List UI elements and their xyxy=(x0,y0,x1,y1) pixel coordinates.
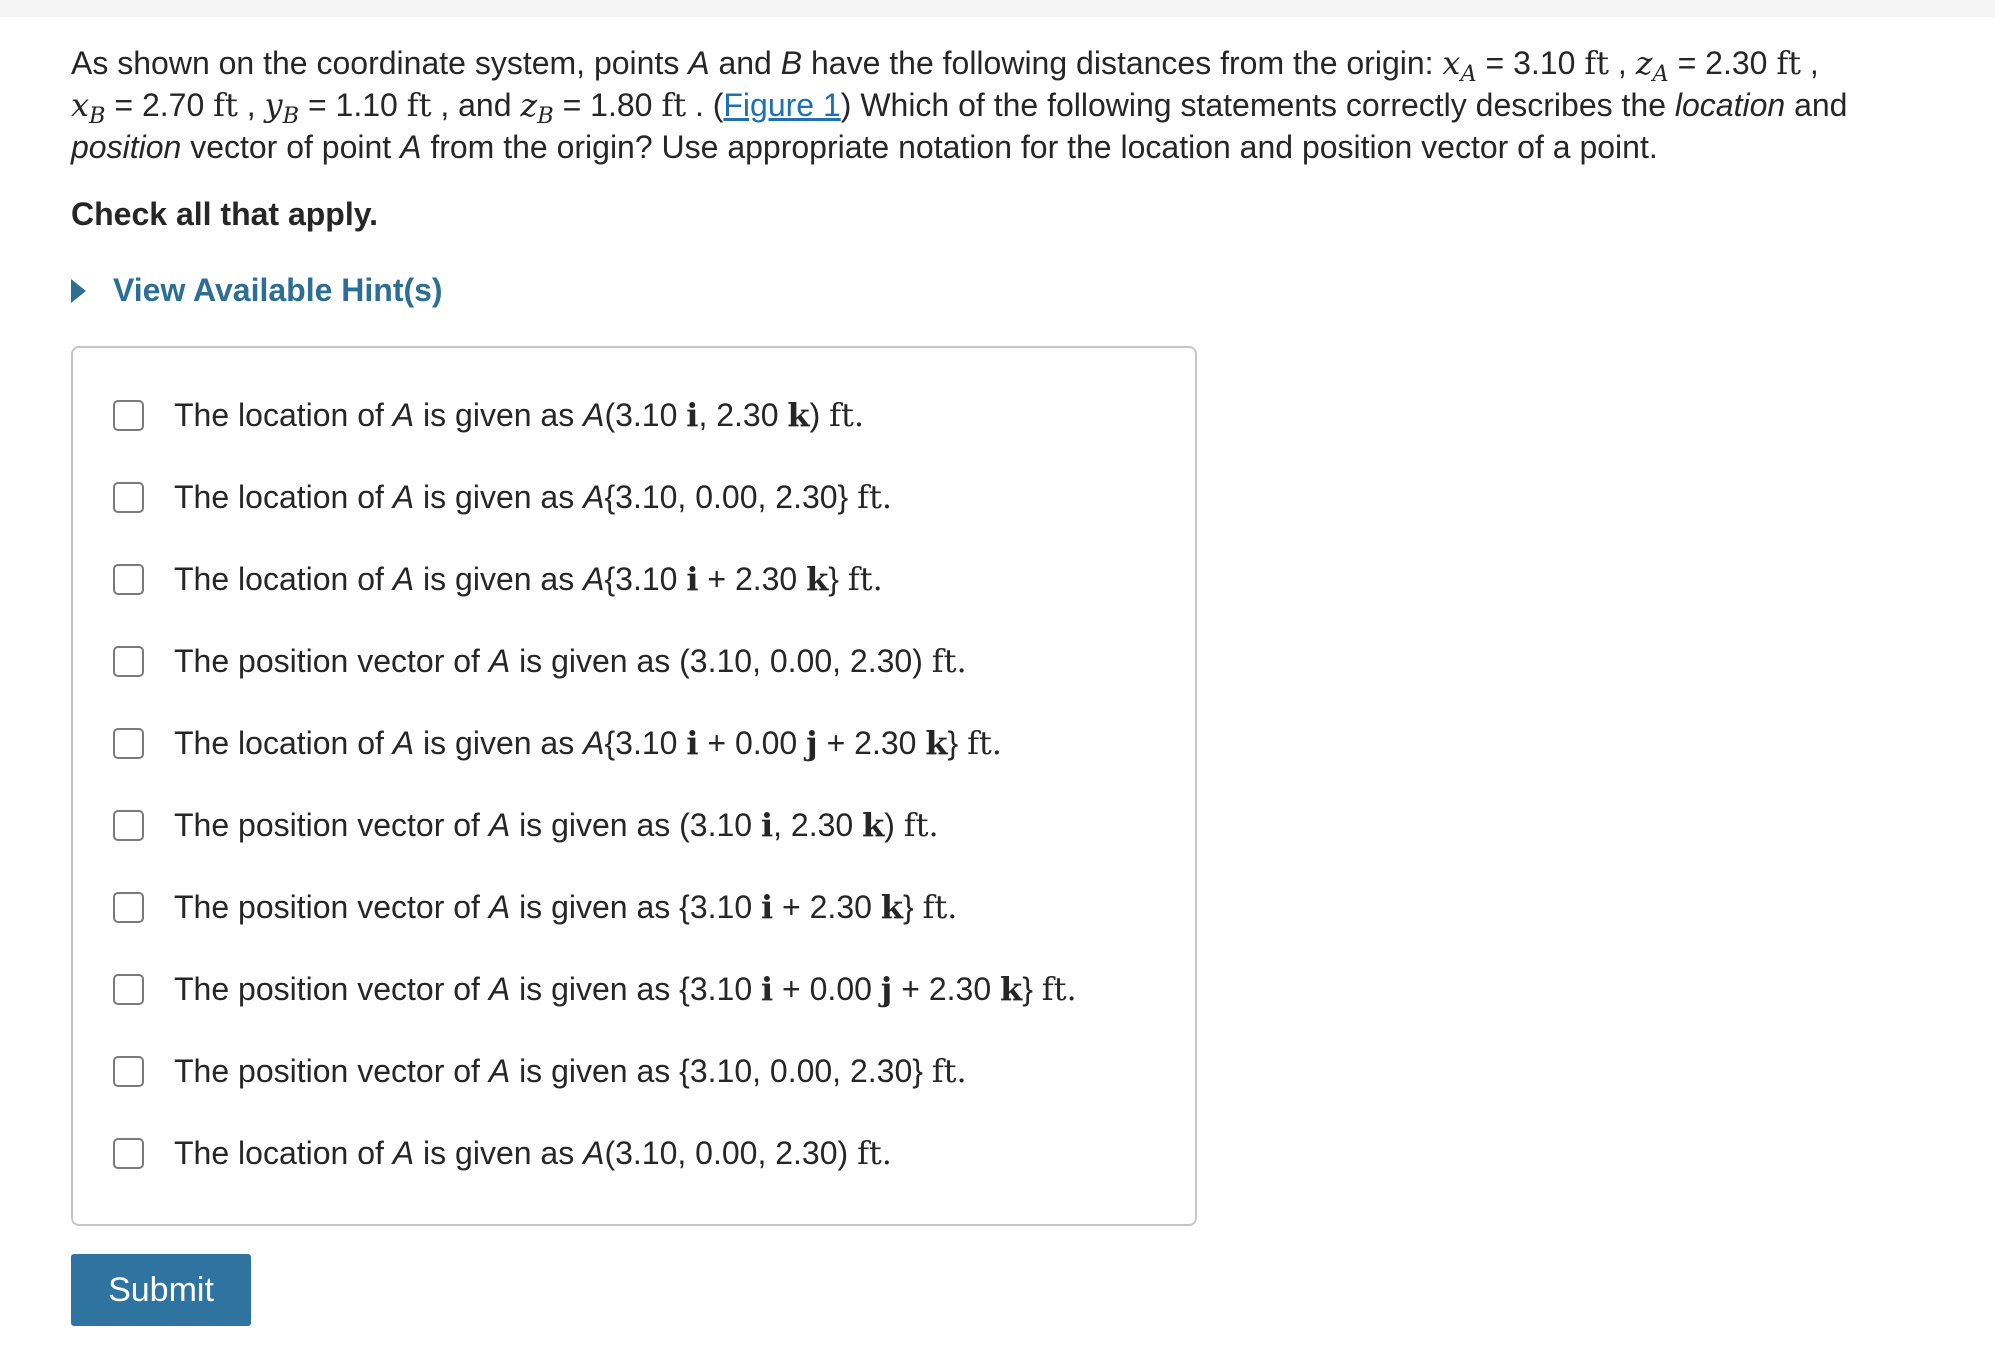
question-text: As shown on the coordinate system, points A and B have the following distances from the origin: $x_A = 3.10$ ft , $z_A = 2.30$ ft , $x_B = 2.70$ ft , $y_B = 1.10$ ft , and $z_B = 1.80$ ft . (Figure 1) Which of the following statements correctly describes the location and position vector of point A from the origin? Use appropriate notation for the location and position vector of a point. xyxy=(71,44,1848,165)
checkbox[interactable] xyxy=(113,400,144,431)
caret-right-icon xyxy=(71,279,86,303)
view-hints-label: View Available Hint(s) xyxy=(113,272,443,308)
checkbox[interactable] xyxy=(113,974,144,1005)
option-text: The position vector of A is given as {3.10, 0.00, 2.30} ft. xyxy=(174,1052,967,1090)
figure-1-link[interactable]: Figure 1 xyxy=(723,87,841,123)
option-text: The position vector of A is given as {3.10 i + 0.00 j + 2.30 k} ft. xyxy=(174,970,1077,1008)
answer-option[interactable] xyxy=(113,970,1077,1008)
checkbox[interactable] xyxy=(113,482,144,513)
option-text: The location of A is given as A(3.10, 0.00, 2.30) ft. xyxy=(174,1134,892,1172)
option-text: The location of A is given as A{3.10 i + 0.00 j + 2.30 k} ft. xyxy=(174,724,1002,762)
option-text: The location of A is given as A(3.10 i, 2.30 k) ft. xyxy=(174,396,864,434)
answer-option[interactable] xyxy=(113,806,939,844)
answer-option[interactable] xyxy=(113,560,883,598)
top-bar xyxy=(0,0,1995,17)
checkbox[interactable] xyxy=(113,728,144,759)
answer-option[interactable] xyxy=(113,642,967,680)
answer-option[interactable] xyxy=(113,396,864,434)
submit-button[interactable]: Submit xyxy=(71,1254,251,1326)
checkbox[interactable] xyxy=(113,1056,144,1087)
answer-options-box xyxy=(71,346,1197,1226)
option-text: The position vector of A is given as (3.10, 0.00, 2.30) ft. xyxy=(174,642,967,680)
answer-option[interactable] xyxy=(113,1134,892,1172)
view-hints-toggle[interactable] xyxy=(71,272,443,309)
check-all-instruction: Check all that apply. xyxy=(71,196,379,232)
answer-option[interactable] xyxy=(113,888,957,926)
option-text: The position vector of A is given as {3.10 i + 2.30 k} ft. xyxy=(174,888,958,926)
option-text: The location of A is given as A{3.10, 0.00, 2.30} ft. xyxy=(174,478,892,516)
answer-option[interactable] xyxy=(113,1052,967,1090)
checkbox[interactable] xyxy=(113,564,144,595)
checkbox[interactable] xyxy=(113,892,144,923)
answer-option[interactable] xyxy=(113,724,1002,762)
option-text: The position vector of A is given as (3.10 i, 2.30 k) ft. xyxy=(174,806,939,844)
option-text: The location of A is given as A{3.10 i + 2.30 k} ft. xyxy=(174,560,883,598)
checkbox[interactable] xyxy=(113,1138,144,1169)
checkbox[interactable] xyxy=(113,810,144,841)
answer-option[interactable] xyxy=(113,478,892,516)
checkbox[interactable] xyxy=(113,646,144,677)
